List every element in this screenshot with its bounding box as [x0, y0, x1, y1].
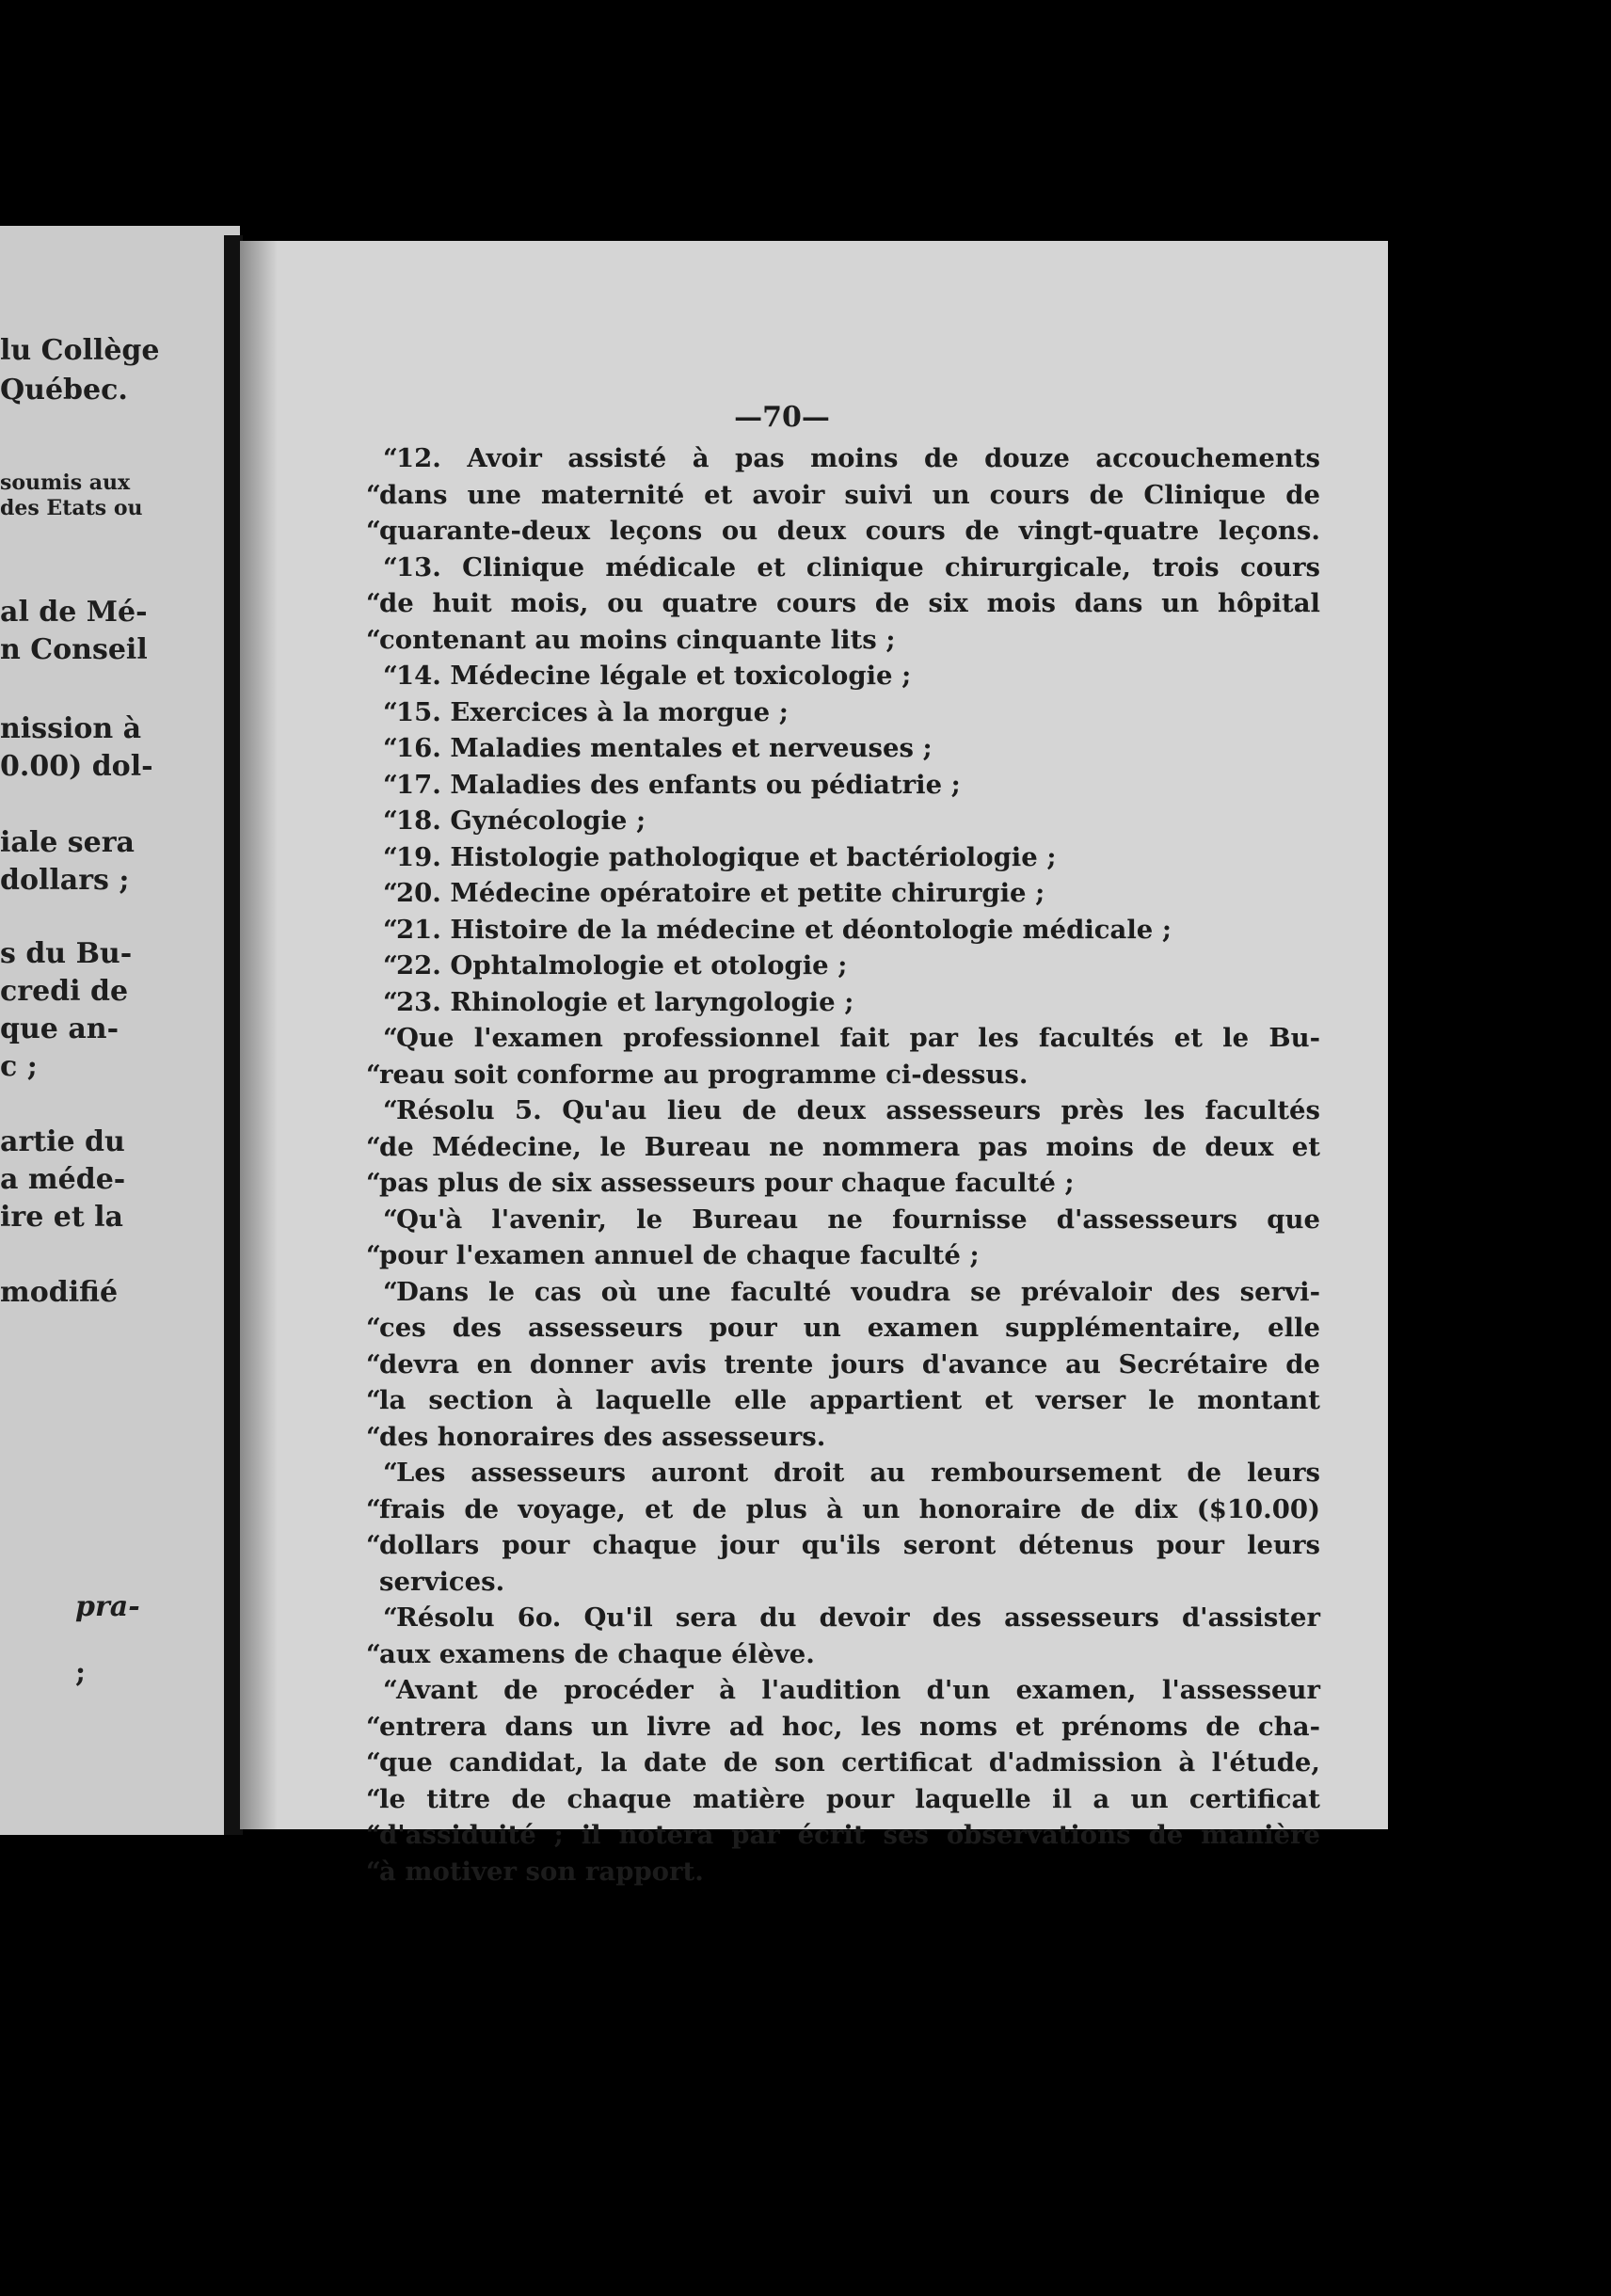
line-text: Résolu 6o. Qu'il sera du devoir des assesseurs d'assister: [396, 1602, 1320, 1633]
text-line: [379, 875, 1320, 912]
left-page-fragment: ;: [75, 1656, 87, 1689]
quote-mark: “: [383, 769, 398, 800]
text-line: [366, 1781, 1320, 1818]
line-text: aux examens de chaque élève.: [379, 1638, 815, 1669]
line-text: Que l'examen professionnel fait par les facultés et le Bu-: [396, 1023, 1320, 1053]
quote-mark: “: [383, 1095, 398, 1125]
line-text: pour l'examen annuel de chaque faculté ;: [379, 1240, 980, 1270]
quote-mark: “: [383, 878, 398, 908]
text-line: [366, 477, 1320, 514]
text-line: [379, 658, 1320, 694]
line-text: de Médecine, le Bureau ne nommera pas moins de deux et: [379, 1131, 1320, 1162]
line-text: Avant de procéder à l'audition d'un examen, l'assesseur: [396, 1675, 1320, 1705]
quote-mark: “: [366, 1820, 381, 1850]
text-line: [379, 1202, 1320, 1238]
text-line: [366, 1854, 1320, 1890]
text-line: [379, 948, 1320, 984]
line-text: services.: [379, 1566, 505, 1597]
quote-mark: “: [383, 1602, 398, 1633]
quote-mark: “: [366, 1747, 381, 1778]
text-line: [366, 1057, 1320, 1093]
line-text: 14. Médecine légale et toxicologie ;: [396, 661, 912, 691]
quote-mark: “: [383, 950, 398, 981]
text-line: [366, 1382, 1320, 1419]
quote-mark: “: [366, 1493, 381, 1524]
text-line: [379, 1092, 1320, 1129]
text-line: [366, 1129, 1320, 1166]
text-line: [379, 1020, 1320, 1057]
line-text: 17. Maladies des enfants ou pédiatrie ;: [396, 769, 961, 800]
line-text: ces des assesseurs pour un examen supplémentaire, elle: [379, 1313, 1320, 1343]
line-text: pas plus de six assesseurs pour chaque faculté ;: [379, 1168, 1075, 1198]
left-page-fragment: des Etats ou: [0, 496, 143, 520]
text-line: [366, 1636, 1320, 1673]
line-text: 13. Clinique médicale et clinique chirurgicale, trois cours: [396, 551, 1320, 582]
text-line: [366, 1709, 1320, 1746]
text-line: [366, 1347, 1320, 1383]
quote-mark: “: [366, 1711, 381, 1742]
quote-mark: “: [366, 1348, 381, 1379]
line-text: dans une maternité et avoir suivi un cours de Clinique de: [379, 479, 1320, 510]
quote-mark: “: [366, 1421, 381, 1452]
line-text: reau soit conforme au programme ci-dessus.: [379, 1059, 1029, 1090]
line-text: 22. Ophtalmologie et otologie ;: [396, 950, 848, 981]
left-page-fragment: a méde-: [0, 1163, 126, 1196]
quote-mark: “: [366, 1783, 381, 1814]
line-text: 15. Exercices à la morgue ;: [396, 696, 789, 727]
text-line: [379, 912, 1320, 949]
quote-mark: “: [383, 696, 398, 727]
quote-mark: “: [383, 733, 398, 763]
line-text: de huit mois, ou quatre cours de six mois dans un hôpital: [379, 588, 1320, 618]
quote-mark: “: [383, 1276, 398, 1307]
left-page-fragment: iale sera: [0, 826, 135, 859]
text-line: [366, 585, 1320, 622]
line-text: 16. Maladies mentales et nerveuses ;: [396, 733, 933, 763]
page-number: —70—: [734, 401, 830, 434]
left-page-fragment: nission à: [0, 712, 142, 745]
text-line: [379, 839, 1320, 876]
quote-mark: “: [383, 841, 398, 872]
quote-mark: “: [366, 1856, 381, 1887]
quote-mark: “: [383, 805, 398, 836]
text-line: [366, 1491, 1320, 1528]
quote-mark: “: [383, 1204, 398, 1235]
line-text: Qu'à l'avenir, le Bureau ne fournisse d'assesseurs que: [396, 1204, 1320, 1235]
line-text: frais de voyage, et de plus à un honoraire de dix ($10.00): [379, 1493, 1320, 1524]
text-line: [366, 513, 1320, 550]
line-text: dollars pour chaque jour qu'ils seront détenus pour leurs: [379, 1530, 1320, 1560]
left-page-fragment: soumis aux: [0, 470, 131, 495]
quote-mark: “: [366, 479, 381, 510]
line-text: 21. Histoire de la médecine et déontologie médicale ;: [396, 914, 1172, 945]
text-line: [366, 1165, 1320, 1202]
text-line: [366, 1527, 1320, 1564]
line-text: Dans le cas où une faculté voudra se prévaloir des servi-: [396, 1276, 1320, 1307]
quote-mark: “: [383, 1675, 398, 1705]
text-line: [366, 1419, 1320, 1456]
line-text: 12. Avoir assisté à pas moins de douze accouchements: [396, 443, 1320, 473]
text-line: [379, 1600, 1320, 1636]
line-text: 20. Médecine opératoire et petite chirurgie ;: [396, 878, 1045, 908]
left-page-fragment: c ;: [0, 1050, 38, 1083]
left-page-fragment: Québec.: [0, 374, 128, 407]
left-page-fragment: 0.00) dol-: [0, 750, 153, 783]
line-text: 19. Histologie pathologique et bactériologie ;: [396, 841, 1057, 872]
left-page-fragment: modifié: [0, 1276, 119, 1309]
quote-mark: “: [366, 516, 381, 546]
text-line: [379, 1672, 1320, 1709]
line-text: le titre de chaque matière pour laquelle il a un certificat: [379, 1783, 1320, 1814]
text-line: [379, 440, 1320, 477]
quote-mark: “: [383, 661, 398, 691]
quote-mark: “: [383, 1458, 398, 1488]
quote-mark: “: [366, 1530, 381, 1560]
left-page-fragment: dollars ;: [0, 864, 130, 897]
left-page-fragment: al de Mé-: [0, 596, 148, 629]
left-page-fragment: que an-: [0, 1012, 120, 1045]
line-text: la section à laquelle elle appartient et verser le montant: [379, 1385, 1320, 1415]
text-line: [366, 1310, 1320, 1347]
quote-mark: “: [366, 1638, 381, 1669]
text-line: [379, 1455, 1320, 1491]
text-line: [379, 767, 1320, 804]
quote-mark: “: [366, 1059, 381, 1090]
left-page-fragment: ire et la: [0, 1201, 123, 1234]
quote-mark: “: [383, 551, 398, 582]
quote-mark: “: [366, 1240, 381, 1270]
quote-mark: “: [366, 588, 381, 618]
left-page-fragment: lu Collège: [0, 334, 160, 367]
line-text: contenant au moins cinquante lits ;: [379, 624, 896, 655]
line-text: Les assesseurs auront droit au remboursement de leurs: [396, 1458, 1320, 1488]
text-line: [379, 984, 1320, 1021]
quote-mark: “: [383, 914, 398, 945]
left-page-fragment: pra-: [75, 1590, 140, 1623]
quote-mark: “: [383, 986, 398, 1017]
text-line: [379, 550, 1320, 586]
left-page-fragment: credi de: [0, 975, 129, 1008]
line-text: entrera dans un livre ad hoc, les noms et prénoms de cha-: [379, 1711, 1320, 1742]
quote-mark: “: [366, 624, 381, 655]
quote-mark: “: [366, 1313, 381, 1343]
line-text: devra en donner avis trente jours d'avance au Secrétaire de: [379, 1348, 1320, 1379]
line-text: des honoraires des assesseurs.: [379, 1421, 826, 1452]
text-line: [379, 1274, 1320, 1311]
text-line: [379, 694, 1320, 731]
text-line: [379, 803, 1320, 839]
quote-mark: “: [366, 1168, 381, 1198]
main-page: [240, 241, 1388, 1887]
text-line: [366, 1817, 1320, 1854]
text-line: [366, 622, 1320, 659]
left-page: [0, 226, 240, 1835]
line-text: 23. Rhinologie et laryngologie ;: [396, 986, 854, 1017]
text-line: [379, 1564, 1320, 1601]
line-text: Résolu 5. Qu'au lieu de deux assesseurs près les facultés: [396, 1095, 1320, 1125]
body-text: [366, 440, 1320, 1889]
line-text: quarante-deux leçons ou deux cours de vingt-quatre leçons.: [379, 516, 1320, 546]
quote-mark: “: [383, 1023, 398, 1053]
line-text: que candidat, la date de son certificat d'admission à l'étude,: [379, 1747, 1320, 1778]
text-line: [379, 730, 1320, 767]
left-page-fragment: s du Bu-: [0, 937, 133, 970]
left-page-fragment: n Conseil: [0, 633, 148, 666]
left-page-fragment: artie du: [0, 1125, 125, 1158]
quote-mark: “: [366, 1131, 381, 1162]
text-line: [366, 1237, 1320, 1274]
line-text: à motiver son rapport.: [379, 1856, 704, 1887]
quote-mark: “: [366, 1385, 381, 1415]
quote-mark: “: [383, 443, 398, 473]
line-text: 18. Gynécologie ;: [396, 805, 646, 836]
text-line: [366, 1745, 1320, 1781]
line-text: d'assiduité ; il notera par écrit ses observations de manière: [379, 1820, 1320, 1850]
